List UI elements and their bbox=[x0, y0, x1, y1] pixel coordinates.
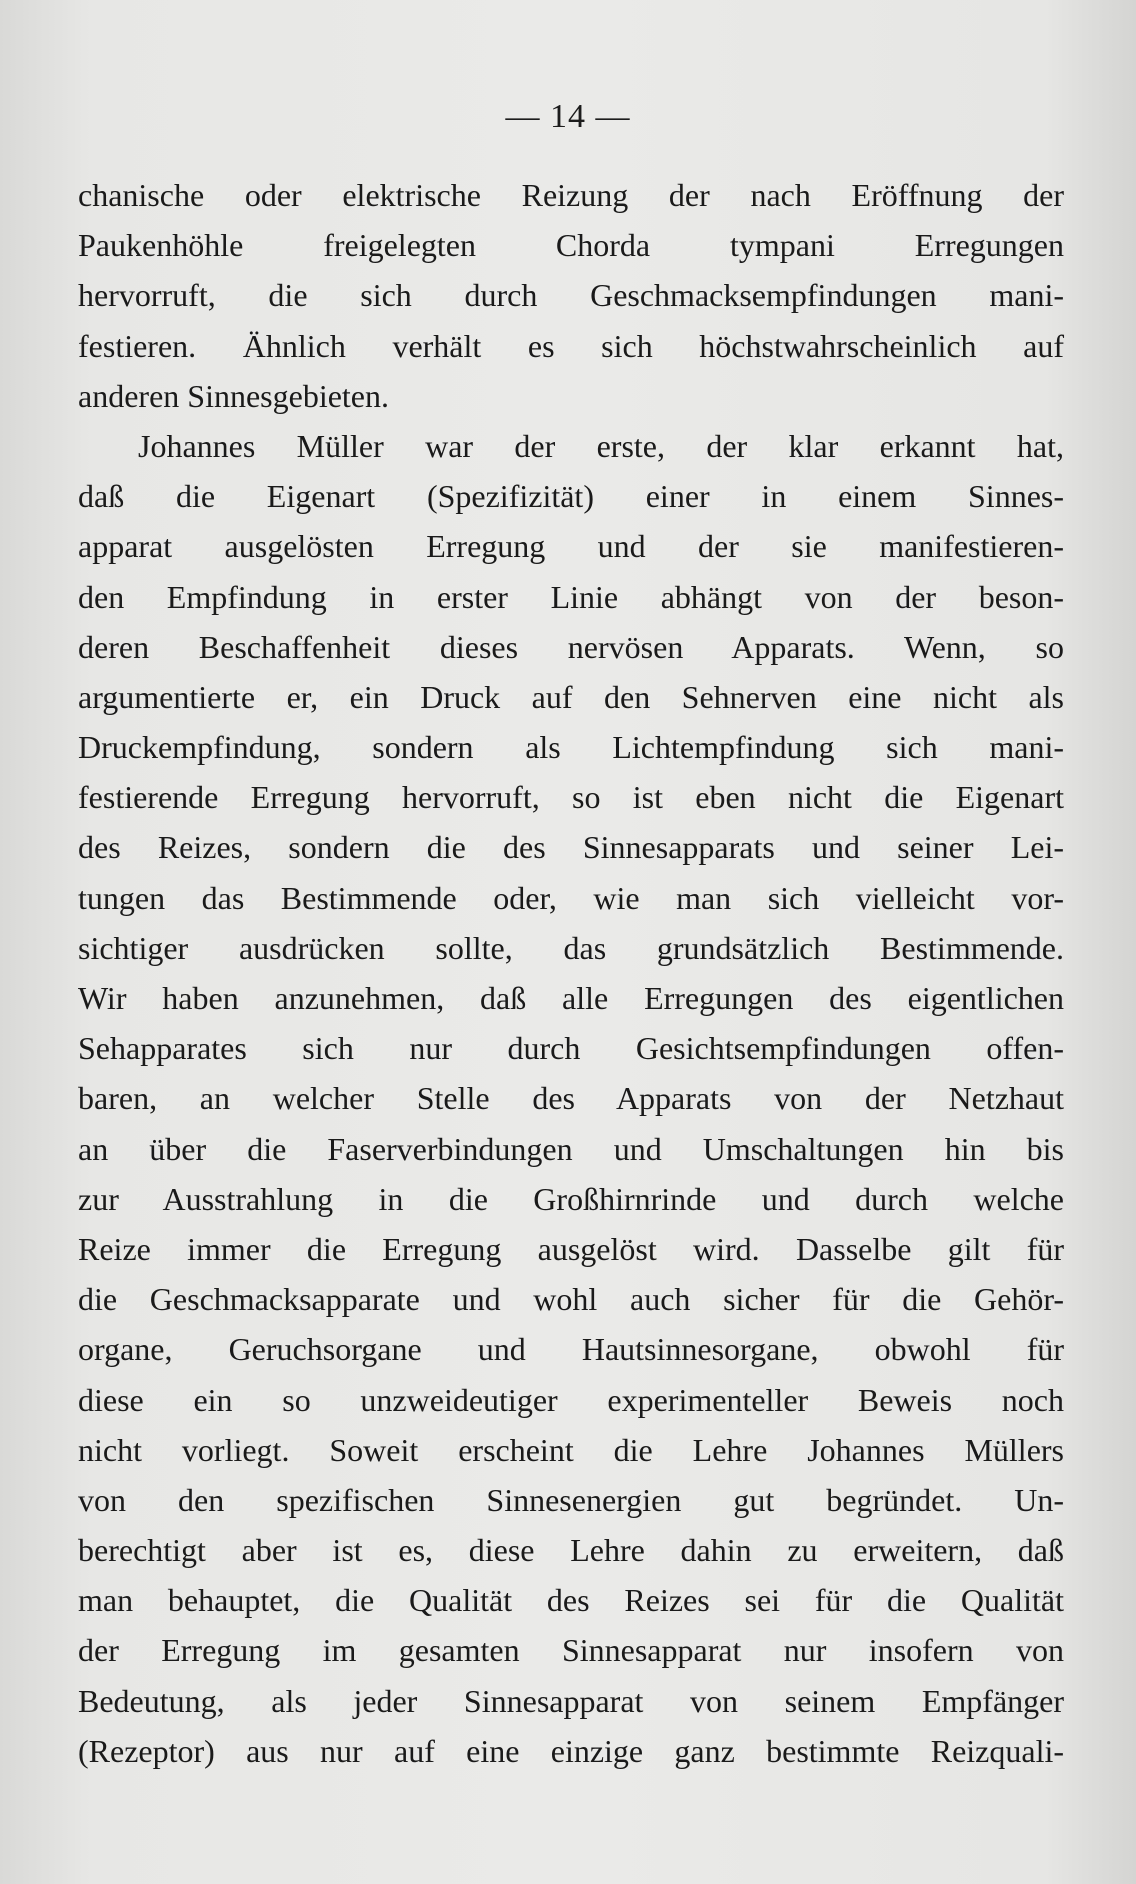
text-line: Sehapparates sich nur durch Gesichtsempfindungen offen- bbox=[78, 1030, 1064, 1067]
text-line: apparat ausgelösten Erregung und der sie manifestieren- bbox=[78, 528, 1064, 565]
text-line: Druckempfindung, sondern als Lichtempfindung sich mani- bbox=[78, 729, 1064, 766]
text-line: zur Ausstrahlung in die Großhirnrinde und durch welche bbox=[78, 1180, 1064, 1217]
text-line: Wir haben anzunehmen, daß alle Erregungen des eigentlichen bbox=[78, 980, 1064, 1016]
text-line: daß die Eigenart (Spezifizität) einer in einem Sinnes- bbox=[78, 478, 1064, 515]
text-line: diese ein so unzweideutiger experimenteller Beweis noch bbox=[78, 1381, 1064, 1418]
text-line: festierende Erregung hervorruft, so ist eben nicht die Eigenart bbox=[78, 779, 1064, 816]
text-line: man behauptet, die Qualität des Reizes sei für die Qualität bbox=[78, 1582, 1064, 1619]
text-line: sichtiger ausdrücken sollte, das grundsätzlich Bestimmende. bbox=[78, 929, 1064, 966]
text-line: Bedeutung, als jeder Sinnesapparat von seinem Empfänger bbox=[78, 1682, 1064, 1719]
text-line: des Reizes, sondern die des Sinnesapparats und seiner Lei- bbox=[78, 829, 1064, 866]
text-line: berechtigt aber ist es, diese Lehre dahin zu erweitern, daß bbox=[78, 1532, 1064, 1569]
body-text bbox=[78, 170, 1064, 1776]
text-line: den Empfindung in erster Linie abhängt von der beson- bbox=[78, 578, 1064, 615]
text-line: argumentierte er, ein Druck auf den Sehnerven eine nicht als bbox=[78, 678, 1064, 715]
text-line: Paukenhöhle freigelegten Chorda tympani Erregungen bbox=[78, 227, 1064, 264]
page-number: — 14 — bbox=[505, 98, 631, 135]
text-line: (Rezeptor) aus nur auf eine einzige ganz bestimmte Reizquali- bbox=[78, 1732, 1064, 1769]
text-line: der Erregung im gesamten Sinnesapparat nur insofern von bbox=[78, 1632, 1064, 1669]
text-line: tungen das Bestimmende oder, wie man sich vielleicht vor- bbox=[78, 879, 1064, 916]
text-line: hervorruft, die sich durch Geschmacksempfindungen mani- bbox=[78, 277, 1064, 314]
text-line: von den spezifischen Sinnesenergien gut begründet. Un- bbox=[78, 1481, 1064, 1518]
text-line: die Geschmacksapparate und wohl auch sicher für die Gehör- bbox=[78, 1281, 1064, 1318]
text-line: baren, an welcher Stelle des Apparats von der Netzhaut bbox=[78, 1080, 1064, 1117]
text-line: Reize immer die Erregung ausgelöst wird. Dasselbe gilt für bbox=[78, 1230, 1064, 1267]
text-line: anderen Sinnesgebieten. bbox=[78, 377, 389, 414]
text-line: Johannes Müller war der erste, der klar erkannt hat, bbox=[138, 427, 1064, 464]
text-line: festieren. Ähnlich verhält es sich höchstwahrscheinlich auf bbox=[78, 327, 1064, 364]
text-line: deren Beschaffenheit dieses nervösen Apparats. Wenn, so bbox=[78, 628, 1064, 665]
text-line: chanische oder elektrische Reizung der nach Eröffnung der bbox=[78, 177, 1064, 213]
text-line: organe, Geruchsorgane und Hautsinnesorgane, obwohl für bbox=[78, 1331, 1064, 1368]
text-line: nicht vorliegt. Soweit erscheint die Lehre Johannes Müllers bbox=[78, 1431, 1064, 1468]
text-line: an über die Faserverbindungen und Umschaltungen hin bis bbox=[78, 1130, 1064, 1167]
